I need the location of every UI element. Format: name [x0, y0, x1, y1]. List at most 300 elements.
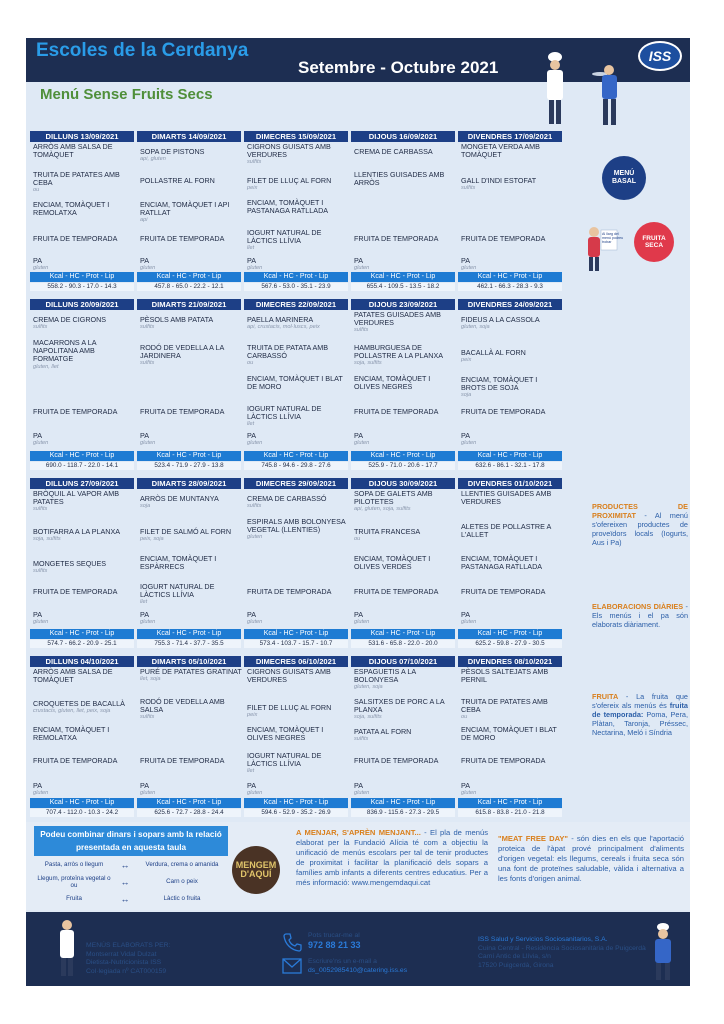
nutrition-values: 625.6 - 72.7 - 28.8 - 24.4 — [137, 809, 241, 817]
allergens: peix, soja — [140, 536, 164, 543]
dish-name: PA — [33, 610, 43, 619]
nutrition-values: 745.8 - 94.6 - 29.8 - 27.6 — [244, 462, 348, 470]
dish-name: FIDEUS A LA CASSOLA — [461, 315, 540, 324]
dish-name: PA — [140, 610, 150, 619]
dish-second — [247, 177, 349, 192]
nutrition-values: 655.4 - 109.5 - 13.5 - 18.2 — [351, 283, 455, 291]
dish-second — [461, 523, 563, 539]
allergens: crustacis, gluten, llet, peix, soja — [33, 708, 111, 715]
email-icon — [282, 958, 302, 974]
dish-name: PA — [247, 610, 257, 619]
dish-name: ESPAGUETIS A LA BOLONYESA — [354, 667, 416, 685]
dish-first — [461, 490, 563, 506]
day-column — [458, 656, 562, 816]
iss-logo: ISS — [638, 41, 682, 71]
dish-second — [247, 704, 349, 719]
dish-dessert — [140, 583, 242, 606]
mengem-info — [296, 828, 488, 888]
dish-bread — [140, 432, 242, 447]
nutrition-values: 836.9 - 115.6 - 27.3 - 29.5 — [351, 809, 455, 817]
day-header: DIMARTS 14/09/2021 — [137, 131, 241, 142]
nutrition-label: Kcal - HC - Prot - Lip — [458, 272, 562, 282]
dish-side — [354, 375, 456, 391]
nutrition-label: Kcal - HC - Prot - Lip — [137, 451, 241, 461]
dish-dessert — [354, 588, 456, 596]
allergens: gluten, llet — [33, 363, 59, 370]
note-body: - La fruita que s'ofereix als menús és — [592, 692, 688, 710]
dish-name: PA — [33, 256, 43, 265]
dish-name: ENCIAM, TOMÀQUET I OLIVES NEGRES — [354, 374, 431, 392]
arrow-icon: ↔ — [120, 876, 130, 887]
dish-name: FILET DE LLUÇ AL FORN — [247, 703, 332, 712]
allergens: gluten, soja — [354, 684, 383, 691]
dish-bread — [140, 257, 242, 272]
email-block — [308, 958, 468, 975]
dish-name: PA — [33, 431, 43, 440]
dish-name: FILET DE SALMÓ AL FORN — [140, 527, 232, 536]
dish-name: SOPA DE PISTONS — [140, 147, 205, 156]
dish-name: FRUITA DE TEMPORADA — [140, 756, 225, 765]
dish-name: IOGURT NATURAL DE LÀCTICS LLÍVIA — [247, 228, 322, 246]
day-column — [30, 131, 134, 290]
allergens: gluten — [140, 440, 156, 447]
day-header: DILLUNS 04/10/2021 — [30, 656, 134, 667]
dish-name: BOTIFARRA A LA PLANXA — [33, 527, 121, 536]
allergens: gluten — [140, 790, 156, 797]
dish-name: FRUITA DE TEMPORADA — [354, 587, 439, 596]
dish-name: FRUITA DE TEMPORADA — [461, 587, 546, 596]
allergens: gluten — [140, 265, 156, 272]
nutrition-values: 625.2 - 59.8 - 27.9 - 30.5 — [458, 640, 562, 648]
nutrition-values: 531.6 - 65.8 - 22.0 - 20.0 — [351, 640, 455, 648]
dish-bread — [33, 257, 135, 272]
dish-first — [33, 490, 135, 513]
day-column — [351, 656, 455, 816]
day-header: DIMECRES 15/09/2021 — [244, 131, 348, 142]
nutrition-label: Kcal - HC - Prot - Lip — [30, 272, 134, 282]
dish-first — [140, 495, 242, 510]
nutrition-values: 690.0 - 118.7 - 22.0 - 14.1 — [30, 462, 134, 470]
dish-dessert — [461, 235, 563, 243]
day-column — [30, 656, 134, 816]
note-proximitat — [592, 502, 688, 547]
allergens: sulfits — [140, 360, 155, 367]
dish-name: ARRÒS AMB SALSA DE TOMÀQUET — [33, 667, 113, 685]
dish-first — [140, 316, 242, 331]
dish-dessert — [461, 408, 563, 416]
allergens: llet — [247, 245, 255, 252]
dish-first — [354, 668, 456, 691]
dish-name: FRUITA DE TEMPORADA — [354, 407, 439, 416]
dish-dessert — [33, 588, 135, 596]
day-column — [458, 131, 562, 290]
allergens: sulfits — [140, 714, 155, 721]
allergens: sulfits — [33, 506, 48, 513]
dish-first — [247, 668, 349, 684]
allergens: sulfits — [247, 503, 262, 510]
allergens: api, gluten, soja, sulfits — [354, 506, 411, 513]
dish-name: PA — [461, 610, 471, 619]
day-header: DIJOUS 23/09/2021 — [351, 299, 455, 310]
dish-name: ENCIAM, TOMÀQUET I OLIVES VERDES — [354, 554, 431, 572]
allergens: gluten, soja — [461, 324, 490, 331]
dish-dessert — [247, 588, 349, 596]
dish-name: CREMA DE CARBASSÓ — [247, 494, 327, 503]
arrow-icon: ↔ — [120, 859, 130, 870]
dish-second — [140, 698, 242, 721]
dish-first — [354, 148, 456, 156]
dish-first — [354, 490, 456, 513]
dish-name: TRUITA DE PATATES AMB CEBA — [461, 697, 548, 715]
allergens: sulfits — [461, 185, 476, 192]
arrow-icon: ↔ — [120, 893, 130, 904]
allergens: gluten — [354, 440, 370, 447]
note-fruita — [592, 692, 688, 737]
dish-side — [354, 555, 456, 571]
dish-name: PA — [247, 781, 257, 790]
allergens: gluten — [33, 619, 49, 626]
note-title: FRUITA — [592, 692, 619, 701]
dish-side — [140, 555, 242, 571]
meat-free-info — [498, 834, 684, 884]
dish-name: IOGURT NATURAL DE LÀCTICS LLÍVIA — [247, 751, 322, 769]
allergens: gluten — [247, 790, 263, 797]
dish-first — [247, 316, 349, 331]
phone-block — [308, 932, 448, 949]
allergens: gluten — [247, 440, 263, 447]
dish-dessert — [354, 757, 456, 765]
dish-second — [354, 698, 456, 721]
allergens: sulfits — [33, 324, 48, 331]
meat-free-title: "MEAT FREE DAY" — [498, 834, 569, 843]
nutrition-label: Kcal - HC - Prot - Lip — [137, 629, 241, 639]
dish-name: BRÒQUIL AL VAPOR AMB PATATES — [33, 489, 120, 507]
nutrition-label: Kcal - HC - Prot - Lip — [351, 798, 455, 808]
author-license: Col·legiada nº CAT000159 — [86, 967, 167, 975]
day-header: DIJOUS 16/09/2021 — [351, 131, 455, 142]
dish-first — [140, 148, 242, 163]
dish-name: PA — [247, 256, 257, 265]
dish-first — [140, 668, 242, 683]
dish-name: IOGURT NATURAL DE LÀCTICS LLÍVIA — [247, 404, 322, 422]
dish-name: MONGETES SEQUES — [33, 559, 107, 568]
dish-second — [140, 528, 242, 543]
day-header: DIMARTS 28/09/2021 — [137, 478, 241, 489]
allergens: sulfits — [33, 568, 48, 575]
nutrition-label: Kcal - HC - Prot - Lip — [458, 629, 562, 639]
allergens: ou — [247, 360, 254, 367]
allergens: gluten — [354, 265, 370, 272]
day-header: DIMECRES 29/09/2021 — [244, 478, 348, 489]
nutrition-label: Kcal - HC - Prot - Lip — [137, 798, 241, 808]
dish-name: FRUITA DE TEMPORADA — [33, 407, 118, 416]
dish-bread — [354, 782, 456, 797]
dish-name: PA — [33, 781, 43, 790]
allergens: api — [140, 217, 148, 224]
nutrition-values: 632.6 - 86.1 - 32.1 - 17.8 — [458, 462, 562, 470]
allergens: gluten — [140, 619, 156, 626]
dish-name: PA — [354, 431, 364, 440]
dish-side — [140, 201, 242, 224]
combo-right: Verdura, crema o amanida — [145, 861, 219, 868]
dish-name: GALL D'INDI ESTOFAT — [461, 176, 537, 185]
dish-name: ENCIAM, TOMÀQUET I OLIVES NEGRES — [247, 725, 324, 743]
dish-bread — [247, 611, 349, 626]
nutrition-values: 755.3 - 71.4 - 37.7 - 35.5 — [137, 640, 241, 648]
nutrition-label: Kcal - HC - Prot - Lip — [351, 451, 455, 461]
phone-icon — [282, 932, 302, 952]
author-role: Dietista-Nutricionista ISS — [86, 959, 162, 966]
allergens: llet — [247, 421, 255, 428]
phone-label: Pots trucar-me al — [308, 932, 360, 939]
dish-first — [33, 668, 135, 684]
dish-name: FRUITA DE TEMPORADA — [247, 587, 332, 596]
nutrition-values: 573.4 - 103.7 - 15.7 - 10.7 — [244, 640, 348, 648]
allergens: peix — [247, 712, 258, 719]
nutrition-label: Kcal - HC - Prot - Lip — [30, 798, 134, 808]
dish-name: IOGURT NATURAL DE LÀCTICS LLÍVIA — [140, 582, 215, 600]
dish-bread — [247, 782, 349, 797]
dish-name: ARRÒS DE MUNTANYA — [140, 494, 219, 503]
nutrition-values: 523.4 - 71.9 - 27.9 - 13.8 — [137, 462, 241, 470]
allergens: llet — [247, 768, 255, 775]
dish-side — [247, 375, 349, 391]
dish-second — [33, 339, 135, 371]
phone-number[interactable]: 972 88 21 33 — [308, 939, 361, 950]
nutrition-values: 525.9 - 71.0 - 20.6 - 17.7 — [351, 462, 455, 470]
dish-name: ENCIAM, TOMÀQUET I ESPÀRRECS — [140, 554, 217, 572]
dish-second — [33, 528, 135, 543]
nutrition-values: 558.2 - 90.3 - 17.0 - 14.3 — [30, 283, 134, 291]
allergens: sulfits — [354, 736, 369, 743]
dish-name: TRUITA DE PATATES AMB CEBA — [33, 170, 120, 188]
allergens: soja, sulfits — [354, 714, 382, 721]
author-name: Montserrat Vidal Dulzat — [86, 950, 157, 958]
day-header: DIVENDRES 01/10/2021 — [458, 478, 562, 489]
allergens: gluten — [247, 265, 263, 272]
note-elaboracions — [592, 602, 688, 629]
dish-name: HAMBURGUESA DE POLLASTRE A LA PLANXA — [354, 343, 444, 361]
dish-second — [461, 349, 563, 364]
day-header: DIVENDRES 17/09/2021 — [458, 131, 562, 142]
company-block — [478, 936, 654, 970]
allergens: ou — [33, 187, 40, 194]
dish-second — [461, 177, 563, 192]
nutrition-label: Kcal - HC - Prot - Lip — [244, 798, 348, 808]
dish-dessert — [140, 408, 242, 416]
dish-name: PURÉ DE PATATES GRATINAT — [140, 667, 242, 676]
dish-side — [461, 555, 563, 571]
author-block — [86, 942, 196, 976]
day-header: DIVENDRES 24/09/2021 — [458, 299, 562, 310]
nutrition-label: Kcal - HC - Prot - Lip — [351, 272, 455, 282]
dish-name: FRUITA DE TEMPORADA — [33, 756, 118, 765]
day-column — [30, 299, 134, 469]
dish-bread — [33, 611, 135, 626]
allergens: llet — [140, 599, 148, 606]
dish-bread — [461, 782, 563, 797]
dish-name: TRUITA FRANCESA — [354, 527, 421, 536]
nutrition-label: Kcal - HC - Prot - Lip — [458, 451, 562, 461]
combo-right: Carn o peix — [166, 878, 198, 885]
dish-name: BACALLÀ AL FORN — [461, 348, 526, 357]
menu-basal-badge: MENÚ BASAL — [602, 156, 646, 200]
dish-bread — [354, 611, 456, 626]
dish-first — [247, 495, 349, 510]
menu-subtitle: Menú Sense Fruits Secs — [40, 86, 213, 103]
allergens: gluten — [461, 265, 477, 272]
allergens: soja — [461, 392, 472, 399]
dish-name: ENCIAM, TOMÀQUET I REMOLATXA — [33, 725, 110, 743]
dish-name: FRUITA DE TEMPORADA — [461, 234, 546, 243]
day-column — [351, 299, 455, 469]
allergens: gluten — [354, 619, 370, 626]
dish-name: PÈSOLS AMB PATATA — [140, 315, 214, 324]
day-column — [137, 478, 241, 647]
dish-name: ENCIAM, TOMÀQUET I REMOLATXA — [33, 200, 110, 218]
dish-name: CREMA DE CARBASSA — [354, 147, 433, 156]
nutrition-label: Kcal - HC - Prot - Lip — [137, 272, 241, 282]
nutrition-values: 457.8 - 65.0 - 22.2 - 12.1 — [137, 283, 241, 291]
dish-second — [33, 700, 135, 715]
dish-second — [140, 344, 242, 367]
dish-second — [33, 171, 135, 194]
allergens: ou — [354, 536, 361, 543]
day-column — [137, 131, 241, 290]
allergens: ou — [461, 714, 468, 721]
email-address[interactable]: ds_0052985410@catering.iss.es — [308, 966, 408, 974]
dish-side — [33, 201, 135, 217]
allergens: gluten — [33, 265, 49, 272]
mengem-title: A MENJAR, S'APRÈN MENJANT... — [296, 828, 421, 837]
dish-second — [354, 528, 456, 543]
dish-name: TRUITA DE PATATA AMB CARBASSÓ — [247, 343, 329, 361]
day-header: DIJOUS 30/09/2021 — [351, 478, 455, 489]
meat-free-text: - són dies en els que l'aportació proteica de l'àpat prové principalment d'aliments d'origen vegetal: els llegums, cereals i fruita seca són una font de proteïnes saludable, vàlida i alternativa a les fonts d'origen animal. — [498, 834, 684, 883]
dish-name: PA — [354, 781, 364, 790]
allergens: gluten — [461, 440, 477, 447]
dish-first — [461, 143, 563, 159]
note-bold: fruita de temporada: — [592, 701, 688, 719]
dish-dessert — [33, 235, 135, 243]
dish-bread — [247, 432, 349, 447]
dish-name: PA — [140, 431, 150, 440]
nutrition-label: Kcal - HC - Prot - Lip — [458, 798, 562, 808]
dish-side — [354, 728, 456, 743]
note-list: Poma, Pera, Plàtan, Taronja, Préssec, Nectarina, Meló i Síndria — [592, 710, 688, 737]
nutrition-values: 707.4 - 112.0 - 10.3 - 24.2 — [30, 809, 134, 817]
allergens: gluten — [354, 790, 370, 797]
dish-name: PAELLA MARINERA — [247, 315, 314, 324]
nutrition-label: Kcal - HC - Prot - Lip — [30, 451, 134, 461]
email-label: Escriure'ns un e-mail a — [308, 958, 377, 965]
allergens: peix — [461, 357, 472, 364]
combination-row — [34, 856, 228, 873]
day-column — [30, 478, 134, 647]
dish-second — [247, 344, 349, 367]
dish-name: CIGRONS GUISATS AMB VERDURES — [247, 142, 331, 160]
dish-name: FRUITA DE TEMPORADA — [140, 407, 225, 416]
nutrition-label: Kcal - HC - Prot - Lip — [244, 629, 348, 639]
dish-name: FRUITA DE TEMPORADA — [33, 587, 118, 596]
nutrition-label: Kcal - HC - Prot - Lip — [30, 629, 134, 639]
allergens: gluten — [33, 440, 49, 447]
dish-side — [33, 560, 135, 575]
dish-bread — [33, 782, 135, 797]
dish-second — [461, 698, 563, 721]
allergens: soja, sulfits — [33, 536, 61, 543]
dish-bread — [33, 432, 135, 447]
dish-dessert — [33, 757, 135, 765]
dish-dessert — [461, 588, 563, 596]
day-header: DILLUNS 20/09/2021 — [30, 299, 134, 310]
day-header: DIJOUS 07/10/2021 — [351, 656, 455, 667]
dish-name: SALSITXES DE PORC A LA PLANXA — [354, 697, 445, 715]
allergens: gluten — [33, 790, 49, 797]
nutrition-label: Kcal - HC - Prot - Lip — [244, 272, 348, 282]
day-column — [137, 656, 242, 816]
dish-name: FRUITA DE TEMPORADA — [140, 234, 225, 243]
combination-row — [34, 873, 228, 890]
mengem-text: - El pla de menús elaborat per la Fundació Alícia té com a objectiu la unificació de menús escolars per tal de tenir productes de proximitat i facilitar la planificació dels sopars a famílies amb infants a diferents centres educatius. Per a més informació: www.mengemdaqui.cat — [296, 828, 488, 887]
dish-name: RODÓ DE VEDELLA A LA JARDINERA — [140, 343, 224, 361]
dish-first — [354, 311, 456, 334]
company-name: ISS Salud y Servicios Sociosanitarios, S.A. — [478, 936, 608, 943]
allergens: gluten — [247, 619, 263, 626]
dish-name: ENCIAM, TOMÀQUET I BLAT DE MORO — [247, 374, 343, 392]
combo-right: Làctic o fruita — [163, 895, 201, 902]
dish-name: MONGETA VERDA AMB TOMÀQUET — [461, 142, 540, 160]
dish-dessert — [354, 235, 456, 243]
dish-name: CIGRONS GUISATS AMB VERDURES — [247, 667, 331, 685]
combo-left: Pasta, arròs o llegum — [44, 861, 104, 868]
dish-second — [140, 177, 242, 185]
day-column — [351, 131, 455, 290]
note-title: ELABORACIONS DIÀRIES — [592, 602, 684, 611]
page-title: Escoles de la Cerdanya — [36, 40, 249, 61]
chef-illustration — [540, 52, 570, 128]
dish-name: LLENTIES GUISADES AMB ARRÒS — [354, 170, 445, 188]
dish-name: ENCIAM, TOMÀQUET I API RATLLAT — [140, 200, 230, 218]
doctor-illustration — [56, 918, 78, 978]
day-column — [244, 656, 348, 816]
dish-name: RODÓ DE VEDELLA AMB SALSA — [140, 697, 225, 715]
combination-table — [34, 826, 228, 908]
note-body: - Al menú s'ofereixen productes de proveïdors locals (Iogurts, Aus i Pa) — [592, 511, 688, 547]
dish-name: FRUITA DE TEMPORADA — [354, 756, 439, 765]
dish-bread — [140, 782, 242, 797]
dish-side — [247, 199, 349, 215]
nutrition-values: 574.7 - 66.2 - 20.9 - 25.1 — [30, 640, 134, 648]
day-column — [244, 299, 348, 469]
combo-left: Fruita — [66, 895, 82, 902]
dish-first — [33, 316, 135, 331]
day-header: DIMARTS 21/09/2021 — [137, 299, 241, 310]
dish-bread — [461, 257, 563, 272]
dish-name: FILET DE LLUÇ AL FORN — [247, 176, 332, 185]
dish-first — [461, 316, 563, 331]
day-header: DIMARTS 05/10/2021 — [137, 656, 241, 667]
allergens: sulfits — [140, 324, 155, 331]
dish-name: PA — [461, 256, 471, 265]
dish-name: FRUITA DE TEMPORADA — [461, 407, 546, 416]
dish-bread — [354, 432, 456, 447]
dish-dessert — [140, 235, 242, 243]
dish-name: PA — [247, 431, 257, 440]
dish-side — [461, 726, 563, 742]
dish-side — [247, 726, 349, 742]
dish-first — [247, 143, 349, 166]
